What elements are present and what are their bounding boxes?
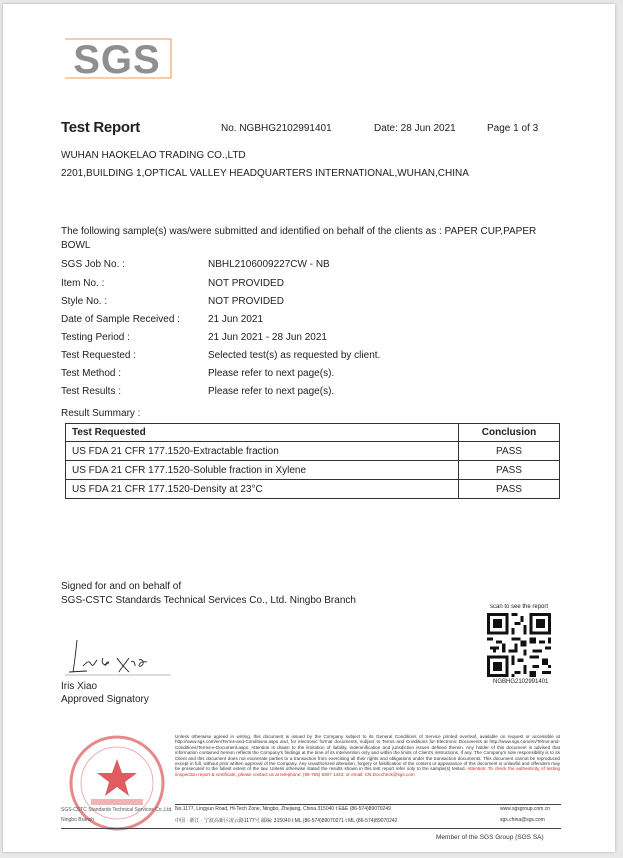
field-label: Test Results : <box>61 386 122 397</box>
qr-code-icon <box>487 613 551 677</box>
disclaimer-attention: Attention: To check the authenticity of testing /inspection report & certificate, please contact us at telephone: (86-755) 8307 1443, or email: CN.Doccheck@sgs.com <box>175 766 560 777</box>
footer-company: SGS-CSTC Standards Technical Services Co.,Ltd. <box>61 807 173 813</box>
field-value: 21 Jun 2021 - 28 Jun 2021 <box>208 332 327 343</box>
sgs-logo <box>65 38 173 78</box>
client-address: 2201,BUILDING 1,OPTICAL VALLEY HEADQUARTERS INTERNATIONAL,WUHAN,CHINA <box>61 168 469 179</box>
field-label: Testing Period : <box>61 332 130 343</box>
table-row <box>66 461 560 480</box>
signing-company: SGS-CSTC Standards Technical Services Co., Ltd. Ningbo Branch <box>61 595 356 606</box>
field-label: Style No. : <box>61 296 108 307</box>
qr-caption: scan to see the report <box>490 604 549 610</box>
signatory-title: Approved Signatory <box>61 694 149 705</box>
table-header-row <box>66 424 560 442</box>
field-value: 21 Jun 2021 <box>208 314 264 325</box>
field-value: Selected test(s) as requested by client. <box>208 350 381 361</box>
result-summary-heading: Result Summary : <box>61 408 141 419</box>
conclusion-cell: PASS <box>459 442 560 461</box>
report-date: Date: 28 Jun 2021 <box>374 123 456 134</box>
footer-branch: Ningbo Branch <box>61 817 95 823</box>
signed-on-behalf: Signed for and on behalf of <box>61 581 182 592</box>
sgs-member-note: Member of the SGS Group (SGS SA) <box>436 834 544 841</box>
conclusion-cell: PASS <box>459 461 560 480</box>
report-number: No. NGBHG2102991401 <box>221 123 332 134</box>
field-value: Please refer to next page(s). <box>208 386 335 397</box>
table-row <box>66 442 560 461</box>
test-cell: US FDA 21 CFR 177.1520-Density at 23°C <box>66 480 459 499</box>
field-label: Date of Sample Received : <box>61 314 180 325</box>
client-name: WUHAN HAOKELAO TRADING CO.,LTD <box>61 150 246 161</box>
col-test-requested: Test Requested <box>66 424 459 442</box>
field-label: SGS Job No. : <box>61 259 125 270</box>
test-cell: US FDA 21 CFR 177.1520-Soluble fraction in Xylene <box>66 461 459 480</box>
footer-divider <box>175 804 561 805</box>
intro-line-2: BOWL <box>61 240 91 251</box>
field-value: NOT PROVIDED <box>208 278 284 289</box>
qr-report-number: NGBHG2102991401 <box>493 679 549 685</box>
handwritten-signature <box>63 632 173 676</box>
field-label: Test Requested : <box>61 350 137 361</box>
footer-email: sgs.china@sgs.com <box>500 817 545 823</box>
page-number: Page 1 of 3 <box>487 123 539 134</box>
col-conclusion: Conclusion <box>459 424 560 442</box>
footer-address-cn: 中国 · 浙江 · 宁波高新区凌云路1177号 邮编: 315040 t ML (86-574)89070271 t ML (86-574)89070242 <box>175 818 398 824</box>
footer-bottom-divider <box>61 828 561 829</box>
intro-line-1: The following sample(s) was/were submitted and identified on behalf of the clients as : PAPER CUP,PAPER <box>61 226 537 237</box>
table-row <box>66 480 560 499</box>
sgs-logo-text: SGS <box>73 38 161 80</box>
field-value: NOT PROVIDED <box>208 296 284 307</box>
conclusion-cell: PASS <box>459 480 560 499</box>
footer-address-en: No.1177, Lingyun Road, Hi-Tech Zone, Ningbo, Zhejiang, China 315040 t E&E (86-574)89070249 <box>175 806 391 812</box>
signatory-name: Iris Xiao <box>61 681 98 692</box>
page-title: Test Report <box>61 119 140 136</box>
footer-website: www.sgsgroup.com.cn <box>500 806 551 812</box>
report-page <box>3 4 615 852</box>
result-summary-table <box>65 423 560 499</box>
field-value: Please refer to next page(s). <box>208 368 335 379</box>
field-label: Test Method : <box>61 368 122 379</box>
field-label: Item No. : <box>61 278 105 289</box>
disclaimer-text <box>175 734 560 777</box>
field-value: NBHL2106009227CW - NB <box>208 259 330 270</box>
disclaimer-body: Unless otherwise agreed in writing, this document is issued by the Company subject to its General Conditions of Service printed overleaf, available on request or accessible at http://www.sgs.com/en/Terms-and-Conditions.aspx and, for electronic format documents, subject to Terms and Conditions for Electronic Documents at http://www.sgs.com/en/Terms-and-Conditions/Terms-e-Document.aspx. Attention is drawn to the limitation of liability, indemnification and jurisdiction issues defined therein. Any holder of this document is advised that information contained hereon reflects the Company's findings at the time of its intervention only and within the limits of Client's instructions, if any. The Company's sole responsibility is to its Client and this document does not exonerate parties to a transaction from exercising all their rights and obligations under the transaction documents. This document cannot be reproduced except in full, without prior written approval of the Company. Any unauthorized alteration, forgery or falsification of the content or appearance of this document is unlawful and offenders may be prosecuted to the fullest extent of the law. Unless otherwise stated the results shown in this test report refer only to the sample(s) tested. <box>175 734 560 772</box>
test-cell: US FDA 21 CFR 177.1520-Extractable fraction <box>66 442 459 461</box>
